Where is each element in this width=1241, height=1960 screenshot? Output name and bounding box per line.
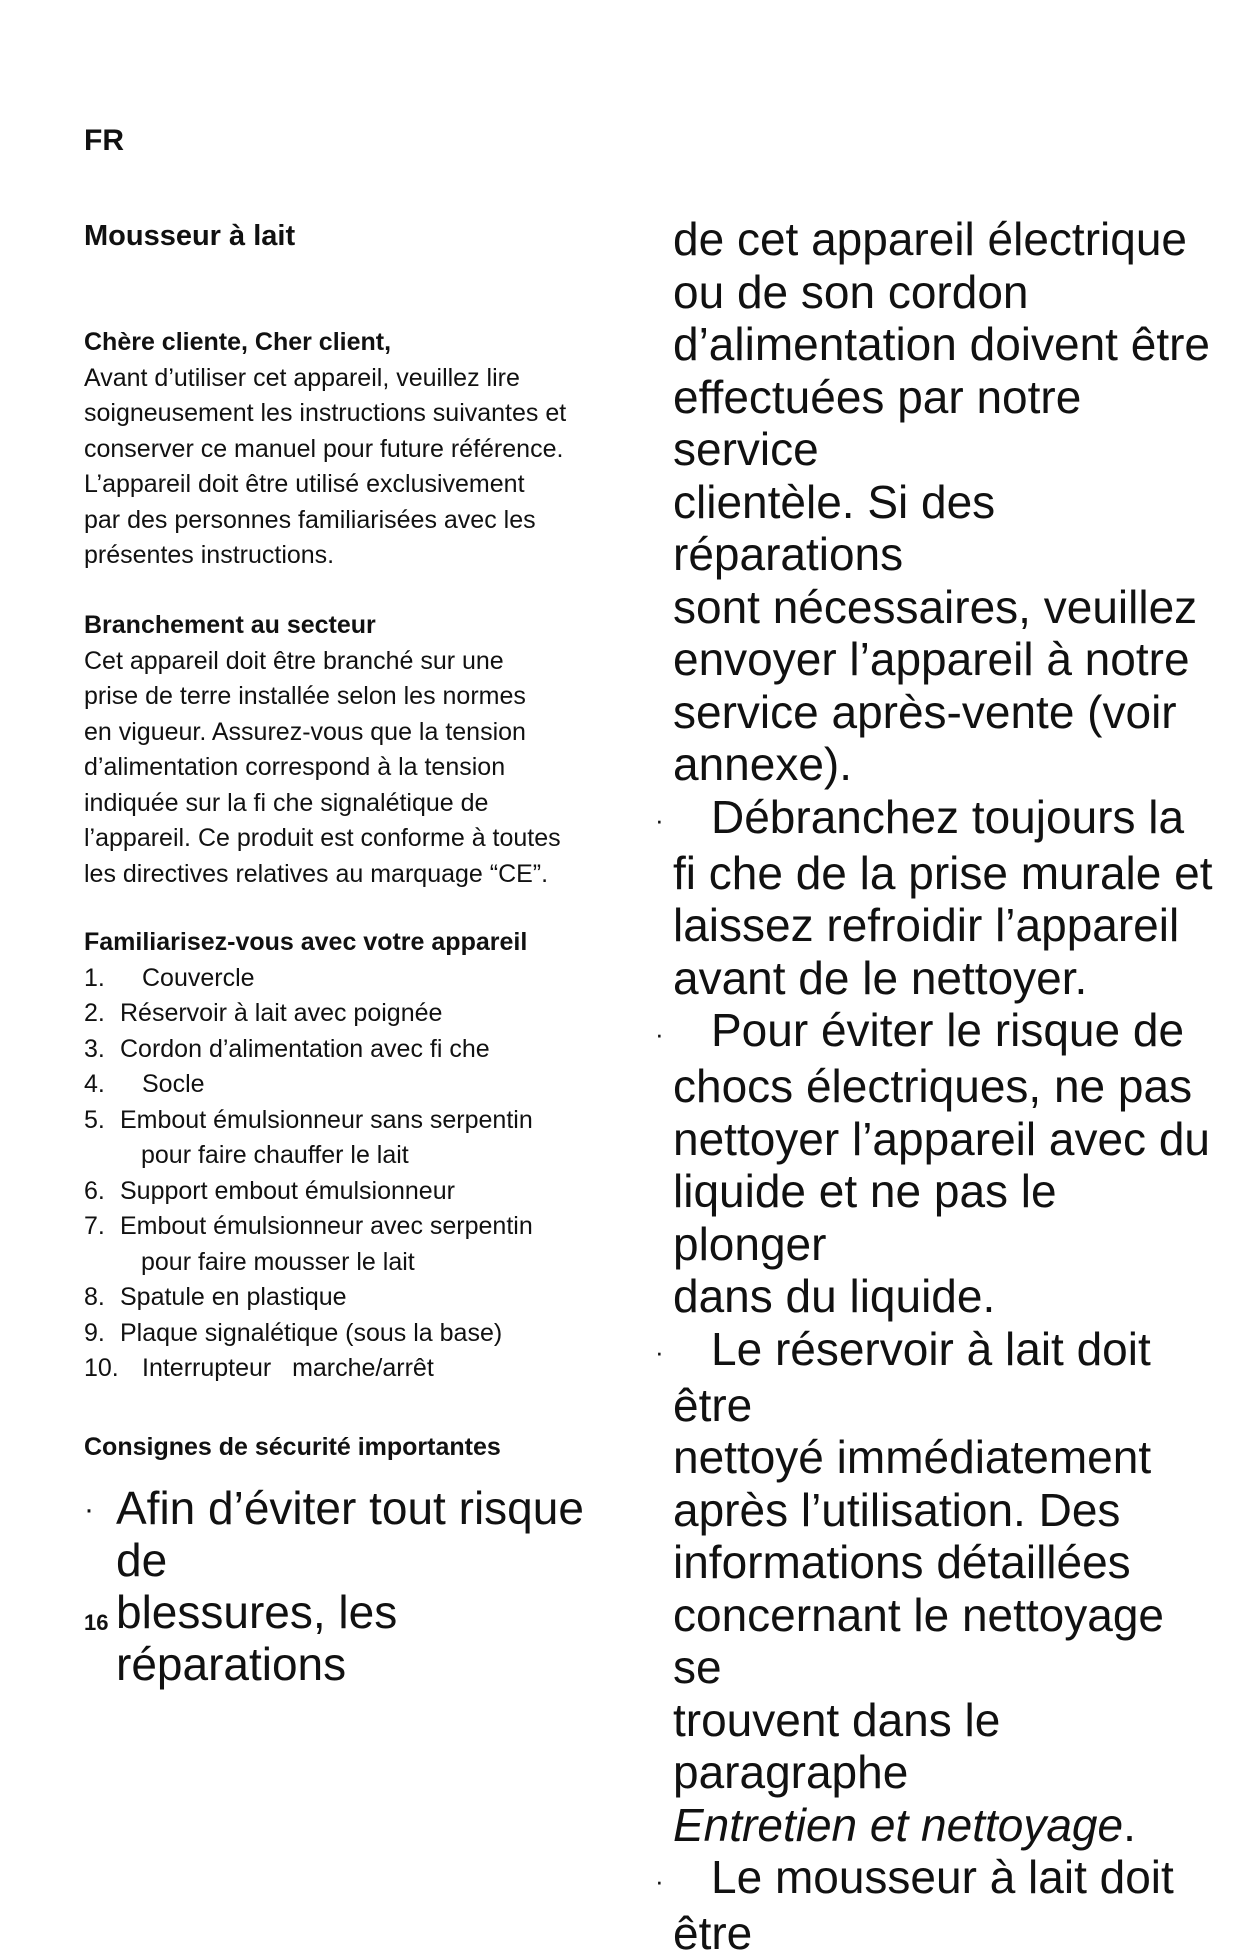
parts-text-continued: pour faire chauffer le lait <box>141 1141 409 1169</box>
parts-number: 5. <box>84 1105 105 1134</box>
right-line: concernant le nettoyage se <box>673 1588 1165 1694</box>
secteur-line: Cet appareil doit être branché sur une <box>84 646 504 675</box>
right-line: liquide et ne pas le plonger <box>673 1165 1057 1270</box>
right-bullet-line: · Le mousseur à lait doit être <box>655 1851 1174 1960</box>
secteur-section <box>84 608 644 892</box>
safety-line: blessures, les réparations <box>116 1586 398 1690</box>
intro-heading: Chère cliente, Cher client, <box>84 328 392 356</box>
parts-text: Support embout émulsionneur <box>120 1176 455 1205</box>
intro-line: soigneusement les instructions suivantes et <box>84 399 567 427</box>
intro-line: Avant d’utiliser cet appareil, veuillez lire <box>84 363 520 392</box>
parts-text-continued: pour faire mousser le lait <box>141 1247 415 1276</box>
parts-heading: Familiarisez-vous avec votre appareil <box>84 928 528 956</box>
parts-item <box>84 1209 644 1280</box>
right-line: après l’utilisation. Des <box>673 1483 1121 1536</box>
parts-item <box>84 1103 644 1174</box>
parts-item <box>84 1067 644 1103</box>
language-code: FR <box>84 124 124 157</box>
document-title: Mousseur à lait <box>84 220 296 252</box>
safety-line: Afin d’éviter tout risque de <box>116 1482 584 1586</box>
parts-item <box>84 1316 644 1352</box>
parts-text: Embout émulsionneur sans serpentin <box>120 1105 533 1134</box>
secteur-line: en vigueur. Assurez-vous que la tension <box>84 717 526 746</box>
parts-text: Couvercle <box>142 963 255 992</box>
bullet-icon: · <box>84 1493 94 1526</box>
secteur-line: les directives relatives au marquage “CE”. <box>84 859 549 888</box>
safety-heading: Consignes de sécurité importantes <box>84 1433 501 1461</box>
parts-item <box>84 1280 644 1316</box>
right-line: chocs électriques, ne pas <box>673 1060 1193 1113</box>
parts-item <box>84 961 644 997</box>
right-line: dans du liquide. <box>673 1270 996 1323</box>
right-line: service après-vente (voir <box>673 685 1177 738</box>
secteur-heading: Branchement au secteur <box>84 611 376 639</box>
page-number: 16 <box>84 1610 109 1635</box>
bullet-icon: · <box>655 805 664 836</box>
bullet-icon: · <box>655 1018 664 1049</box>
secteur-line: prise de terre installée selon les normes <box>84 682 526 710</box>
right-line: clientèle. Si des réparations <box>673 475 996 580</box>
intro-line: présentes instructions. <box>84 541 335 569</box>
secteur-line: indiquée sur la fi che signalétique de <box>84 788 489 817</box>
right-line: annexe). <box>673 738 853 790</box>
parts-item <box>84 996 644 1032</box>
parts-number: 10. <box>84 1354 119 1382</box>
bullet-icon: · <box>655 1337 664 1368</box>
right-bullet-line: · Le réservoir à lait doit être <box>655 1322 1151 1431</box>
right-column <box>655 213 1213 1960</box>
parts-item <box>84 1032 644 1068</box>
parts-number: 3. <box>84 1034 105 1063</box>
right-line: sont nécessaires, veuillez <box>673 580 1198 633</box>
parts-number: 8. <box>84 1283 105 1311</box>
parts-number: 1. <box>84 963 105 992</box>
parts-text: Embout émulsionneur avec serpentin <box>120 1212 533 1240</box>
intro-line: L’appareil doit être utilisé exclusivement <box>84 470 525 498</box>
right-line: de cet appareil électrique <box>673 213 1187 265</box>
right-line: effectuées par notre service <box>673 370 1082 475</box>
right-line: fi che de la prise murale et <box>673 846 1213 899</box>
parts-text: Plaque signalétique (sous la base) <box>120 1318 503 1347</box>
parts-number: 9. <box>84 1318 105 1347</box>
parts-text: Socle <box>142 1070 205 1098</box>
right-line: envoyer l’appareil à notre <box>673 633 1190 685</box>
right-line: informations détaillées <box>673 1536 1131 1589</box>
right-line: laissez refroidir l’appareil <box>673 899 1180 952</box>
parts-section <box>84 925 644 1387</box>
safety-section <box>84 1430 644 1466</box>
parts-number: 2. <box>84 999 105 1027</box>
secteur-line: l’appareil. Ce produit est conforme à toutes <box>84 824 561 852</box>
right-line: ou de son cordon <box>673 265 1029 318</box>
intro-section <box>84 325 644 574</box>
right-line: nettoyé immédiatement <box>673 1431 1152 1484</box>
safety-bullet-1 <box>84 1482 624 1690</box>
right-line: trouvent dans le paragraphe <box>673 1693 1001 1799</box>
parts-text: Cordon d’alimentation avec fi che <box>120 1034 490 1063</box>
parts-number: 6. <box>84 1176 105 1205</box>
bullet-icon: · <box>655 1865 664 1896</box>
right-line: avant de le nettoyer. <box>673 951 1088 1004</box>
parts-text: Réservoir à lait avec poignée <box>120 999 443 1027</box>
parts-text: Interrupteur marche/arrêt <box>142 1354 434 1382</box>
right-bullet-line: · Pour éviter le risque de <box>673 1004 1213 1060</box>
section-reference: Entretien et nettoyage <box>673 1798 1124 1851</box>
intro-line: par des personnes familiarisées avec les <box>84 505 536 534</box>
parts-item <box>84 1174 644 1210</box>
secteur-line: d’alimentation correspond à la tension <box>84 753 506 781</box>
right-line-italic: Entretien et nettoyage. <box>673 1798 1136 1851</box>
right-line: nettoyer l’appareil avec du <box>673 1112 1210 1165</box>
intro-line: conserver ce manuel pour future référence. <box>84 434 564 463</box>
parts-item <box>84 1351 644 1387</box>
right-line: d’alimentation doivent être <box>673 318 1210 370</box>
parts-number: 7. <box>84 1212 105 1240</box>
parts-number: 4. <box>84 1070 105 1098</box>
parts-text: Spatule en plastique <box>120 1283 347 1311</box>
right-bullet-line: · Débranchez toujours la <box>673 791 1213 847</box>
